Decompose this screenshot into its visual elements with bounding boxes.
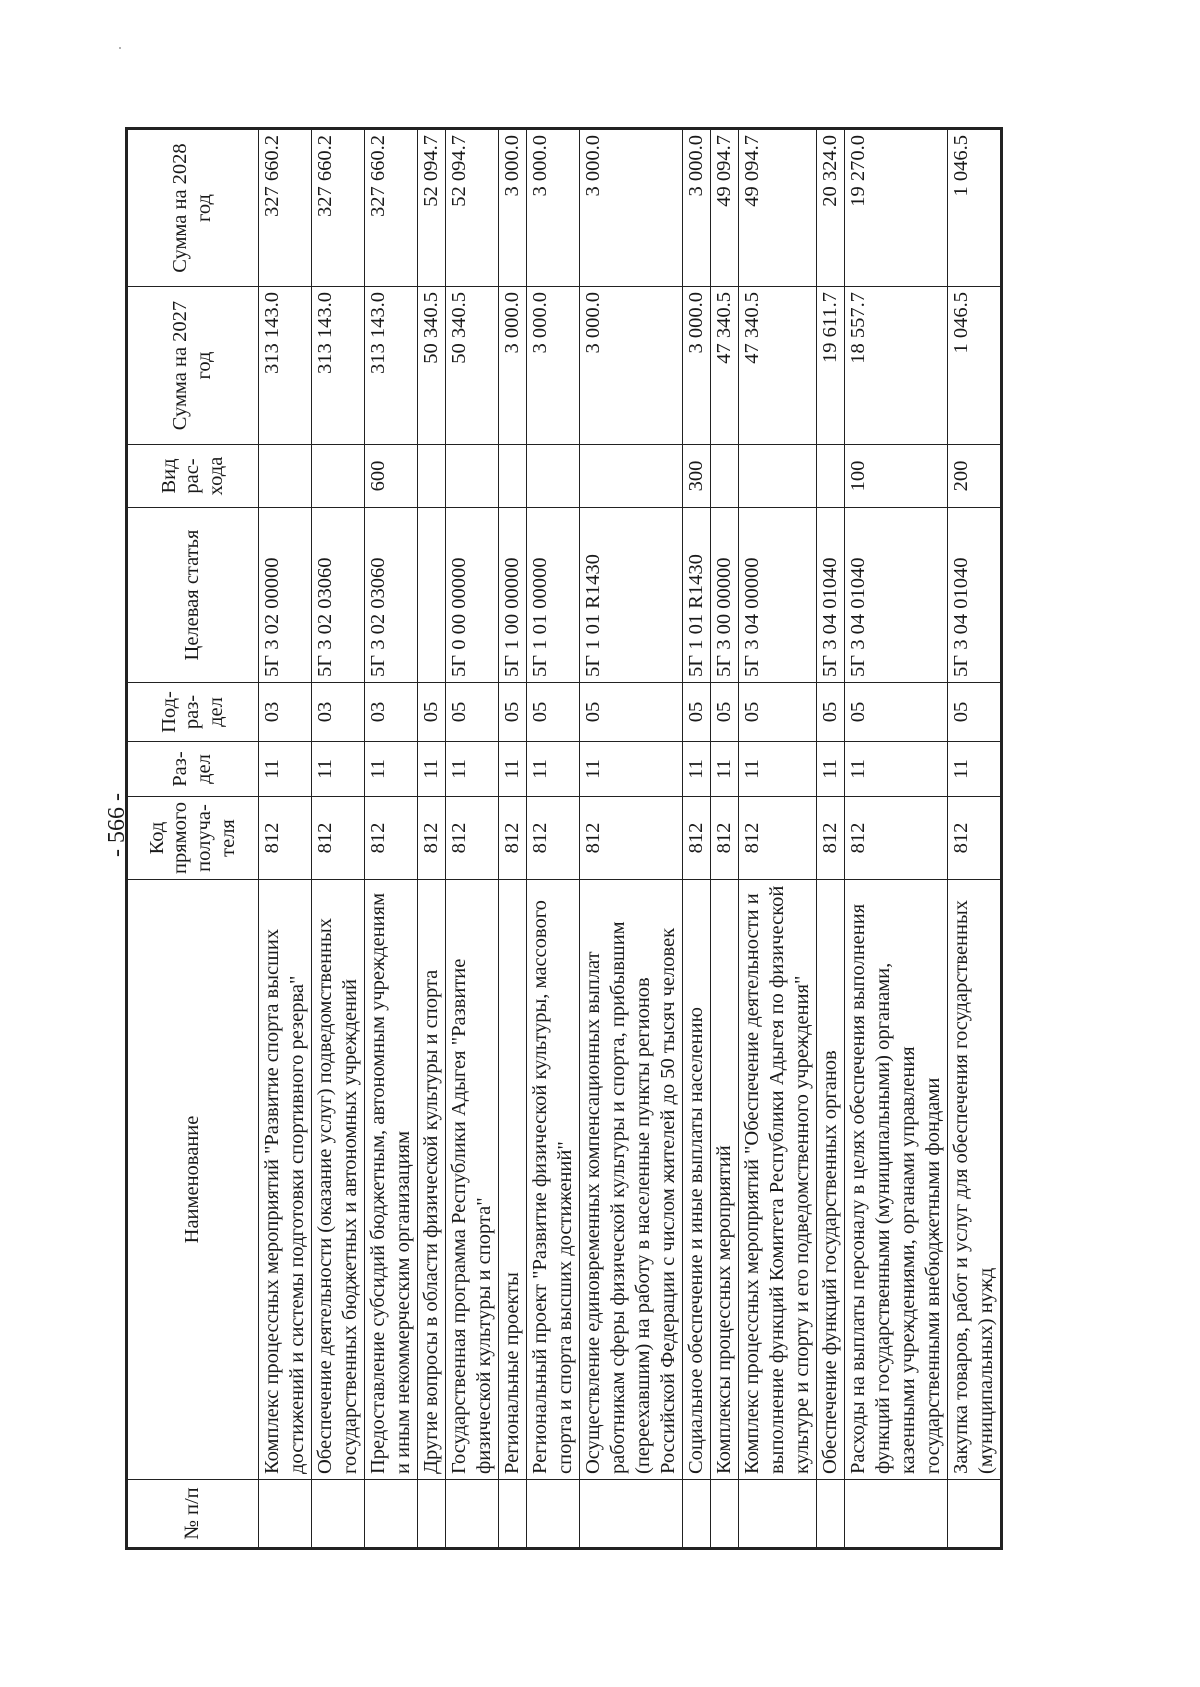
cell-expense xyxy=(499,445,527,508)
cell-sum2027: 3 000.0 xyxy=(499,287,527,445)
cell-sum2028: 52 094.7 xyxy=(446,129,499,287)
cell-subsection: 03 xyxy=(312,683,365,742)
budget-table xyxy=(125,127,1003,1550)
cell-subsection: 05 xyxy=(683,683,711,742)
cell-expense: 100 xyxy=(845,445,948,508)
cell-recipient: 812 xyxy=(259,797,312,880)
cell-section: 11 xyxy=(259,742,312,797)
cell-recipient: 812 xyxy=(683,797,711,880)
cell-subsection: 05 xyxy=(948,683,1002,742)
cell-recipient: 812 xyxy=(739,797,817,880)
cell-subsection: 03 xyxy=(259,683,312,742)
scan-speck xyxy=(119,47,121,49)
cell-sum2027: 3 000.0 xyxy=(683,287,711,445)
cell-sum2027: 3 000.0 xyxy=(527,287,580,445)
table-row xyxy=(817,129,845,1549)
table-row xyxy=(312,129,365,1549)
cell-name: Комплексы процессных мероприятий xyxy=(711,880,739,1480)
cell-name: Государственная программа Республики Адыгея "Развитие физической культуры и спорта" xyxy=(446,880,499,1480)
cell-target: 5Г 0 00 00000 xyxy=(446,508,499,683)
table-row xyxy=(948,129,1002,1549)
cell-target: 5Г 3 04 00000 xyxy=(739,508,817,683)
cell-name: Расходы на выплаты персоналу в целях обеспечения выполнения функций государственными (муниципальными) органами, казенными учреждениями, органами управления государственными внебюджетными фондами xyxy=(845,880,948,1480)
cell-expense: 300 xyxy=(683,445,711,508)
cell-name: Обеспечение деятельности (оказание услуг) подведомственных государственных бюджетных и автономных учреждений xyxy=(312,880,365,1480)
header-row xyxy=(127,129,259,1549)
cell-name: Предоставление субсидий бюджетным, автономным учреждениям и иным некоммерческим организациям xyxy=(365,880,418,1480)
table-row xyxy=(418,129,446,1549)
cell-sum2027: 18 557.7 xyxy=(845,287,948,445)
cell-sum2028: 327 660.2 xyxy=(312,129,365,287)
table-row xyxy=(711,129,739,1549)
table-row xyxy=(365,129,418,1549)
table-row xyxy=(845,129,948,1549)
cell-section: 11 xyxy=(711,742,739,797)
table-body xyxy=(259,129,1002,1549)
cell-section: 11 xyxy=(948,742,1002,797)
cell-subsection: 05 xyxy=(739,683,817,742)
cell-expense: 200 xyxy=(948,445,1002,508)
cell-expense xyxy=(711,445,739,508)
cell-name: Другие вопросы в области физической культуры и спорта xyxy=(418,880,446,1480)
cell-sum2028: 20 324.0 xyxy=(817,129,845,287)
cell-name: Закупка товаров, работ и услуг для обеспечения государственных (муниципальных) нужд xyxy=(948,880,1002,1480)
cell-target: 5Г 3 04 01040 xyxy=(948,508,1002,683)
cell-sum2028: 49 094.7 xyxy=(739,129,817,287)
table-row xyxy=(446,129,499,1549)
cell-sum2028: 19 270.0 xyxy=(845,129,948,287)
cell-subsection: 05 xyxy=(527,683,580,742)
cell-target: 5Г 1 01 R1430 xyxy=(580,508,683,683)
cell-name: Региональные проекты xyxy=(499,880,527,1480)
cell-subsection: 05 xyxy=(845,683,948,742)
cell-section: 11 xyxy=(580,742,683,797)
cell-section: 11 xyxy=(817,742,845,797)
cell-sum2028: 3 000.0 xyxy=(580,129,683,287)
cell-sum2027: 50 340.5 xyxy=(446,287,499,445)
cell-num xyxy=(683,1480,711,1549)
cell-expense xyxy=(580,445,683,508)
cell-recipient: 812 xyxy=(312,797,365,880)
cell-section: 11 xyxy=(683,742,711,797)
cell-expense xyxy=(817,445,845,508)
cell-sum2027: 313 143.0 xyxy=(259,287,312,445)
header-sum-2028: Сумма на 2028 год xyxy=(127,129,259,287)
cell-name: Обеспечение функций государственных органов xyxy=(817,880,845,1480)
cell-subsection: 03 xyxy=(365,683,418,742)
cell-subsection: 05 xyxy=(580,683,683,742)
cell-subsection: 05 xyxy=(817,683,845,742)
cell-num xyxy=(711,1480,739,1549)
cell-name: Комплекс процессных мероприятий "Развитие спорта высших достижений и системы подготовки спортивного резерва" xyxy=(259,880,312,1480)
cell-recipient: 812 xyxy=(365,797,418,880)
cell-recipient: 812 xyxy=(711,797,739,880)
cell-num xyxy=(446,1480,499,1549)
cell-name: Региональный проект "Развитие физической культуры, массового спорта и спорта высших достижений" xyxy=(527,880,580,1480)
table-row xyxy=(739,129,817,1549)
header-name: Наименование xyxy=(127,880,259,1480)
page-number: - 566 - xyxy=(104,793,130,857)
cell-expense: 600 xyxy=(365,445,418,508)
table-row xyxy=(259,129,312,1549)
cell-sum2028: 3 000.0 xyxy=(683,129,711,287)
cell-expense xyxy=(739,445,817,508)
cell-recipient: 812 xyxy=(527,797,580,880)
cell-sum2028: 327 660.2 xyxy=(365,129,418,287)
table-row xyxy=(580,129,683,1549)
cell-num xyxy=(527,1480,580,1549)
cell-expense xyxy=(312,445,365,508)
cell-sum2027: 50 340.5 xyxy=(418,287,446,445)
table-row xyxy=(499,129,527,1549)
cell-sum2027: 313 143.0 xyxy=(312,287,365,445)
header-subsection: Под-раз-дел xyxy=(127,683,259,742)
cell-num xyxy=(259,1480,312,1549)
cell-num xyxy=(365,1480,418,1549)
cell-sum2027: 47 340.5 xyxy=(739,287,817,445)
cell-sum2027: 313 143.0 xyxy=(365,287,418,445)
cell-recipient: 812 xyxy=(845,797,948,880)
cell-subsection: 05 xyxy=(418,683,446,742)
cell-name: Социальное обеспечение и иные выплаты населению xyxy=(683,880,711,1480)
cell-num xyxy=(499,1480,527,1549)
cell-num xyxy=(580,1480,683,1549)
cell-target: 5Г 3 04 01040 xyxy=(817,508,845,683)
cell-section: 11 xyxy=(446,742,499,797)
cell-target: 5Г 3 02 03060 xyxy=(312,508,365,683)
table-row xyxy=(683,129,711,1549)
cell-num xyxy=(817,1480,845,1549)
cell-sum2027: 19 611.7 xyxy=(817,287,845,445)
cell-recipient: 812 xyxy=(418,797,446,880)
cell-recipient: 812 xyxy=(948,797,1002,880)
cell-num xyxy=(845,1480,948,1549)
cell-recipient: 812 xyxy=(580,797,683,880)
header-recipient: Код прямого получа-теля xyxy=(127,797,259,880)
cell-section: 11 xyxy=(365,742,418,797)
cell-target: 5Г 1 00 00000 xyxy=(499,508,527,683)
cell-sum2028: 327 660.2 xyxy=(259,129,312,287)
cell-sum2028: 49 094.7 xyxy=(711,129,739,287)
cell-target: 5Г 1 01 R1430 xyxy=(683,508,711,683)
cell-sum2028: 52 094.7 xyxy=(418,129,446,287)
cell-target: 5Г 3 04 01040 xyxy=(845,508,948,683)
cell-name: Осуществление единовременных компенсационных выплат работникам сферы физической культуры и спорта, прибывшим (переехавшим) на работу в населенные пункты регионов Российской Федерации с числом жителей до 50 тысяч человек xyxy=(580,880,683,1480)
cell-sum2028: 3 000.0 xyxy=(499,129,527,287)
cell-section: 11 xyxy=(739,742,817,797)
cell-target xyxy=(418,508,446,683)
cell-section: 11 xyxy=(845,742,948,797)
cell-recipient: 812 xyxy=(446,797,499,880)
cell-num xyxy=(739,1480,817,1549)
cell-section: 11 xyxy=(499,742,527,797)
cell-num xyxy=(418,1480,446,1549)
table-row xyxy=(527,129,580,1549)
cell-section: 11 xyxy=(418,742,446,797)
cell-sum2027: 1 046.5 xyxy=(948,287,1002,445)
cell-target: 5Г 3 02 03060 xyxy=(365,508,418,683)
cell-subsection: 05 xyxy=(711,683,739,742)
cell-recipient: 812 xyxy=(817,797,845,880)
header-section: Раз-дел xyxy=(127,742,259,797)
rotated-table-wrapper xyxy=(125,130,1075,1550)
cell-target: 5Г 3 02 00000 xyxy=(259,508,312,683)
cell-recipient: 812 xyxy=(499,797,527,880)
cell-expense xyxy=(259,445,312,508)
cell-subsection: 05 xyxy=(446,683,499,742)
header-num: № п/п xyxy=(127,1480,259,1549)
header-expense: Вид рас-хода xyxy=(127,445,259,508)
cell-sum2027: 3 000.0 xyxy=(580,287,683,445)
cell-num xyxy=(948,1480,1002,1549)
cell-num xyxy=(312,1480,365,1549)
cell-sum2028: 1 046.5 xyxy=(948,129,1002,287)
cell-target: 5Г 1 01 00000 xyxy=(527,508,580,683)
cell-target: 5Г 3 00 00000 xyxy=(711,508,739,683)
cell-expense xyxy=(527,445,580,508)
cell-section: 11 xyxy=(527,742,580,797)
cell-subsection: 05 xyxy=(499,683,527,742)
cell-name: Комплекс процессных мероприятий "Обеспечение деятельности и выполнение функций Комитета Республики Адыгея по физической культуре и спорту и его подведомственного учреждения" xyxy=(739,880,817,1480)
header-sum-2027: Сумма на 2027 год xyxy=(127,287,259,445)
cell-expense xyxy=(446,445,499,508)
cell-section: 11 xyxy=(312,742,365,797)
header-target: Целевая статья xyxy=(127,508,259,683)
cell-sum2028: 3 000.0 xyxy=(527,129,580,287)
cell-expense xyxy=(418,445,446,508)
cell-sum2027: 47 340.5 xyxy=(711,287,739,445)
